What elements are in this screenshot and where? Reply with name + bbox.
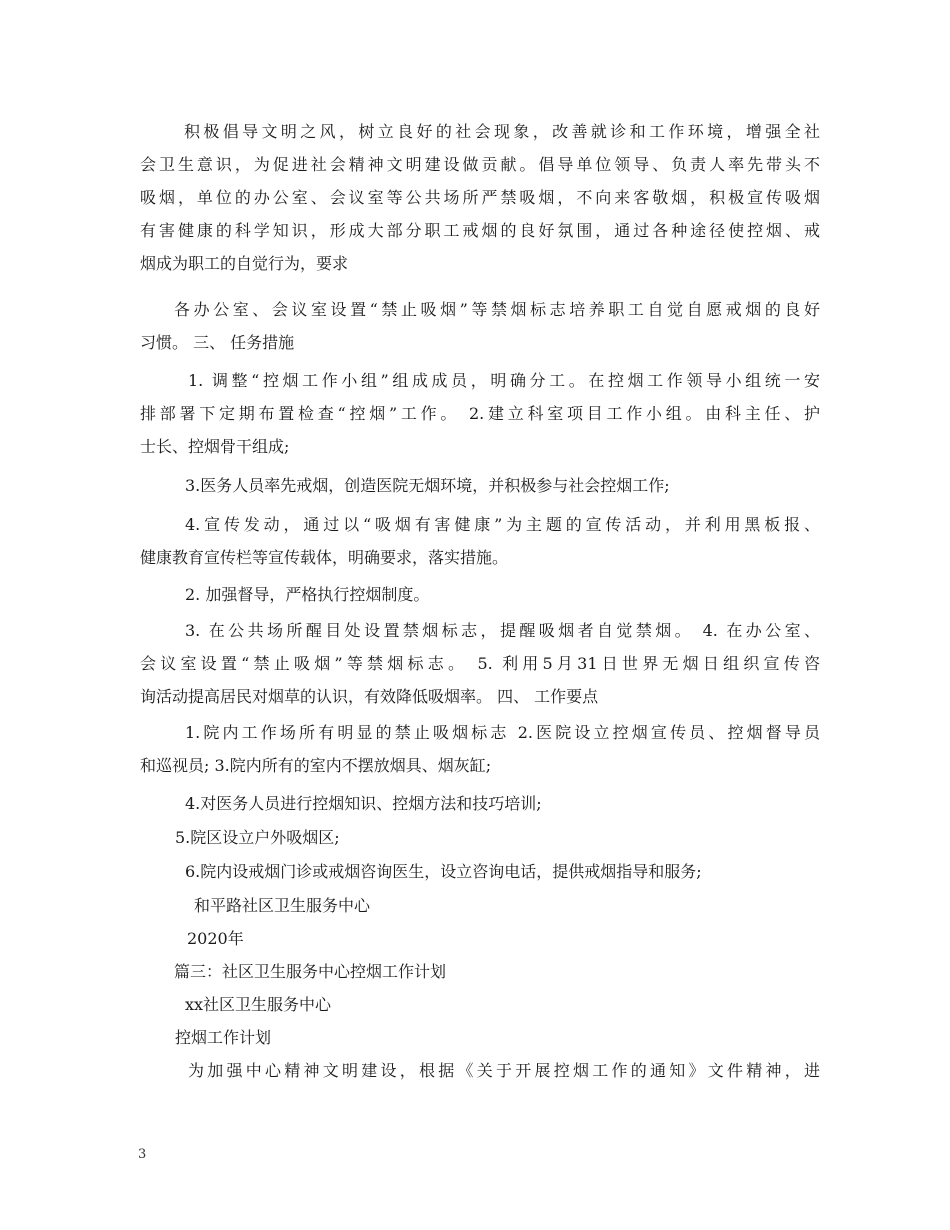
text-line: 4.宣传发动，通过以“吸烟有害健康”为主题的宣传活动，并利用黑板报、 <box>185 515 820 534</box>
text-line: 士长、控烟骨干组成; <box>140 437 290 456</box>
text-line: 吸烟，单位的办公室、会议室等公共场所严禁吸烟，不向来客敬烟，积极宣传吸烟 <box>140 188 820 207</box>
text-line: 为加强中心精神文明建设，根据《关于开展控烟工作的通知》文件精神，进 <box>188 1061 820 1080</box>
text-line: 积极倡导文明之风，树立良好的社会现象，改善就诊和工作环境，增强全社 <box>184 122 820 141</box>
text-line: 5.院区设立户外吸烟区; <box>175 828 340 847</box>
signature-organization: 和平路社区卫生服务中心 <box>194 896 371 915</box>
section-heading: 篇三：社区卫生服务中心控烟工作计划 <box>174 962 447 981</box>
text-line: xx社区卫生服务中心 <box>185 995 332 1014</box>
text-line: 排部署下定期布置检查“控烟”工作。 2.建立科室项目工作小组。由科主任、护 <box>140 404 820 423</box>
text-line: 有害健康的科学知识，形成大部分职工戒烟的良好氛围，通过各种途径使控烟、戒 <box>140 221 820 240</box>
text-line: 4.对医务人员进行控烟知识、控烟方法和技巧培训; <box>185 794 542 813</box>
text-line: 会卫生意识，为促进社会精神文明建设做贡献。倡导单位领导、负责人率先带头不 <box>140 155 820 174</box>
text-line: 1. 调整“控烟工作小组”组成成员，明确分工。在控烟工作领导小组统一安 <box>188 371 820 390</box>
text-line: 会议室设置“禁止吸烟”等禁烟标志。 5. 利用5月31日世界无烟日组织宣传咨 <box>140 654 820 673</box>
text-line: 控烟工作计划 <box>175 1028 272 1047</box>
text-line: 3. 在公共场所醒目处设置禁烟标志，提醒吸烟者自觉禁烟。 4. 在办公室、 <box>185 621 820 640</box>
text-line: 2. 加强督导，严格执行控烟制度。 <box>185 585 430 604</box>
text-line: 1.院内工作场所有明显的禁止吸烟标志 2.医院设立控烟宣传员、控烟督导员 <box>185 723 820 742</box>
page-number: 3 <box>138 1147 147 1162</box>
signature-date: 2020年 <box>187 929 244 948</box>
text-line: 询活动提高居民对烟草的认识，有效降低吸烟率。 四、 工作要点 <box>140 687 599 706</box>
text-line: 和巡视员; 3.院内所有的室内不摆放烟具、烟灰缸; <box>140 756 492 775</box>
text-line: 各办公室、会议室设置“禁止吸烟”等禁烟标志培养职工自觉自愿戒烟的良好 <box>174 300 820 319</box>
text-line: 烟成为职工的自觉行为，要求 <box>140 254 349 273</box>
text-line: 习惯。 三、 任务措施 <box>140 333 295 352</box>
text-line: 3.医务人员率先戒烟，创造医院无烟环境，并积极参与社会控烟工作; <box>185 476 670 495</box>
text-line: 6.院内设戒烟门诊或戒烟咨询医生，设立咨询电话，提供戒烟指导和服务; <box>185 862 702 881</box>
text-line: 健康教育宣传栏等宣传载体，明确要求，落实措施。 <box>140 548 509 567</box>
